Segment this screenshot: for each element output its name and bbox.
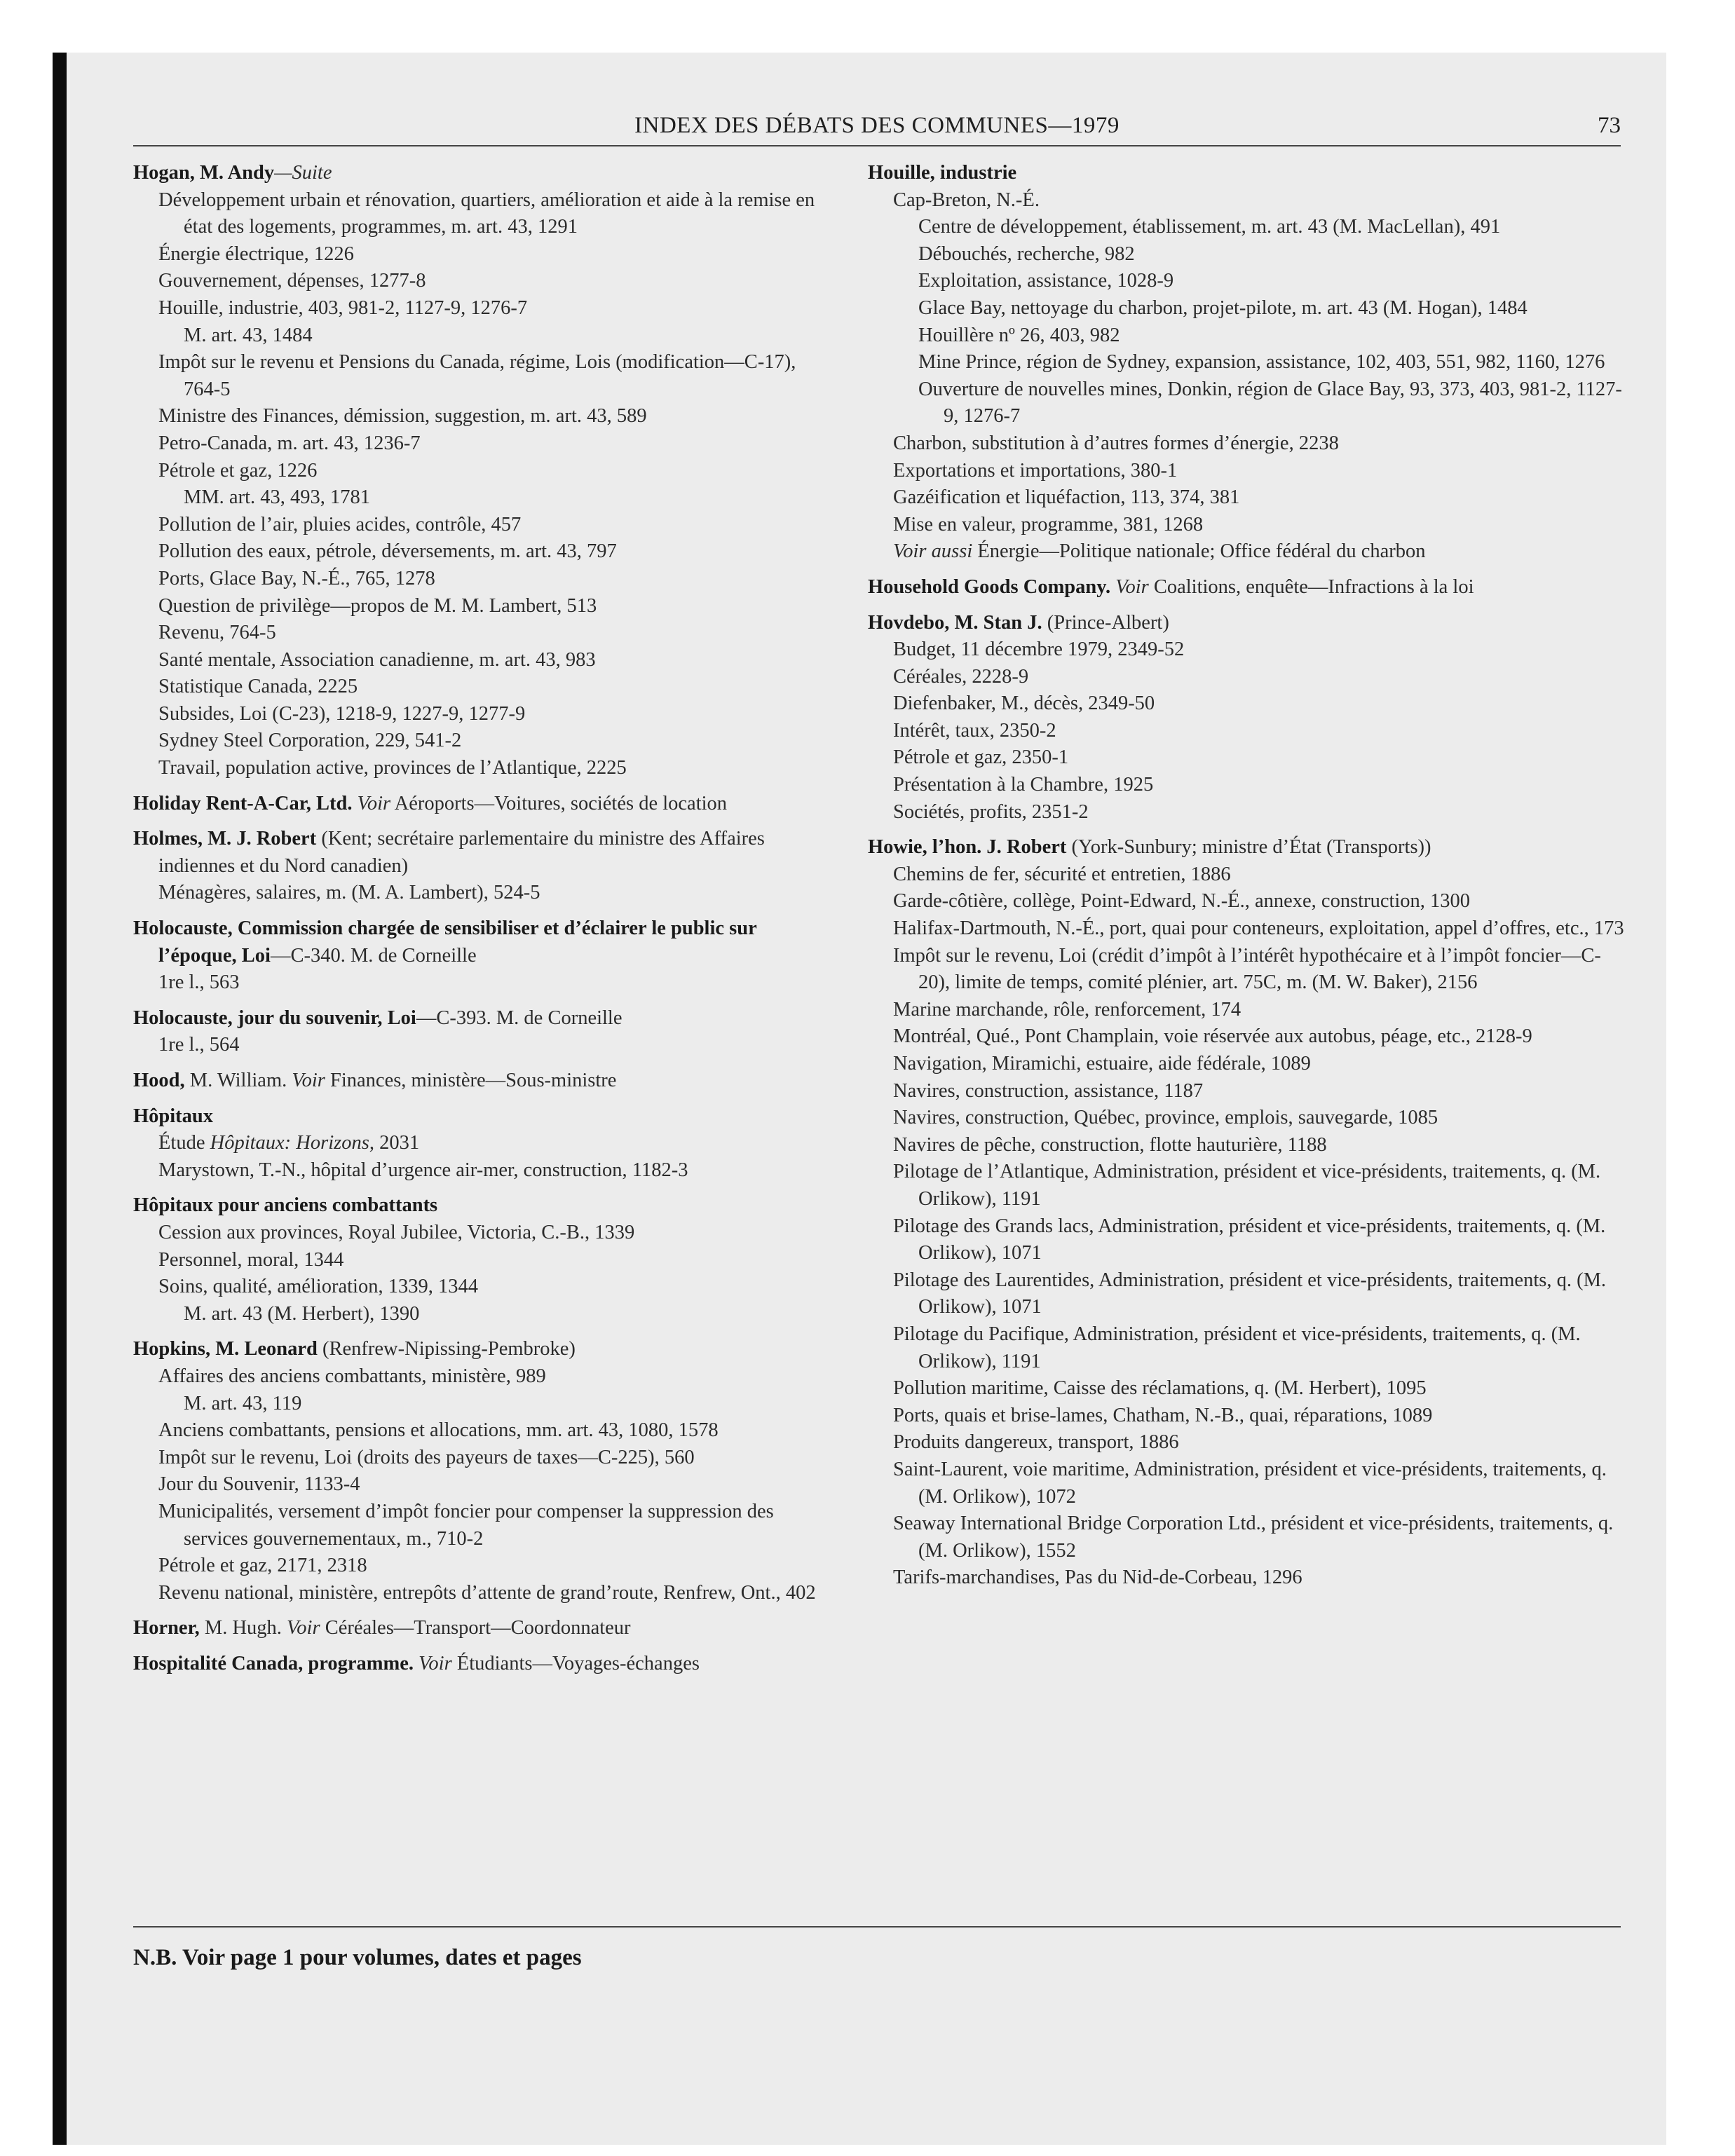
entry-text: Affaires des anciens combattants, ministère, 989 — [158, 1365, 546, 1387]
entry-subitem — [893, 744, 1625, 772]
entry-text: Énergie—Politique nationale; Office fédéral du charbon — [972, 540, 1426, 563]
entry-subitem — [158, 430, 834, 458]
entry-subitem — [158, 1499, 834, 1553]
entry-subitem — [893, 1213, 1625, 1267]
entry-text: Ministre des Finances, démission, suggestion, m. art. 43, 589 — [158, 405, 647, 428]
entry-text: Finances, ministère—Sous-ministre — [325, 1070, 617, 1091]
entry-subitem — [893, 538, 1625, 566]
entry-subitem — [893, 636, 1625, 664]
entry-text: Pilotage de l’Atlantique, Administration, président et vice-présidents, traitements, q. (M. Orlikow), 1191 — [893, 1161, 1601, 1210]
entry-subitem — [893, 997, 1625, 1024]
entry-text: Gouvernement, dépenses, 1277-8 — [158, 270, 426, 292]
page-header — [133, 109, 1621, 146]
index-entry — [133, 1615, 834, 1642]
index-entry — [133, 1651, 834, 1678]
entry-subitem — [158, 1445, 834, 1472]
entry-text: Voir — [292, 1070, 325, 1091]
entry-text: Statistique Canada, 2225 — [158, 676, 358, 698]
entry-text: Étudiants—Voyages-échanges — [451, 1652, 700, 1674]
entry-subitem — [158, 1417, 834, 1445]
entry-subitem — [158, 403, 834, 430]
entry-subitem — [158, 187, 834, 241]
entry-text: Holocauste, jour du souvenir, Loi — [133, 1007, 416, 1029]
entry-text: Howie, l’hon. J. Robert — [868, 836, 1067, 859]
entry-heading — [133, 791, 834, 818]
entry-text: Cap-Breton, N.-É. — [893, 189, 1040, 211]
footer-divider — [133, 1926, 1621, 1928]
index-entry — [868, 160, 1625, 566]
entry-subitem — [158, 1130, 834, 1157]
entry-text: Diefenbaker, M., décès, 2349-50 — [893, 692, 1155, 715]
entry-subitem — [893, 1403, 1625, 1430]
entry-text: Household Goods Company. — [868, 575, 1111, 598]
entry-subitem — [893, 1105, 1625, 1132]
entry-text: Petro-Canada, m. art. 43, 1236-7 — [158, 432, 421, 454]
entry-text: Hopkins, M. Leonard — [133, 1338, 318, 1360]
index-entry — [133, 1103, 834, 1185]
index-entry — [868, 834, 1625, 1592]
entry-text: Chemins de fer, sécurité et entretien, 1886 — [893, 863, 1231, 885]
entry-subitem — [893, 1510, 1625, 1564]
entry-text: Voir aussi — [893, 540, 973, 563]
entry-text: Pollution des eaux, pétrole, déversements, m. art. 43, 797 — [158, 540, 617, 563]
entry-text: Holmes, M. J. Robert — [133, 828, 317, 850]
entry-heading — [868, 834, 1625, 861]
entry-subitem — [893, 1267, 1625, 1321]
entry-subitem — [158, 458, 834, 485]
entry-text: Soins, qualité, amélioration, 1339, 1344 — [158, 1276, 478, 1298]
entry-text: (Prince-Albert) — [1042, 611, 1169, 634]
entry-subitem — [158, 701, 834, 728]
entry-subitem — [893, 1456, 1625, 1510]
entry-text: Hôpitaux pour anciens combattants — [133, 1194, 438, 1217]
entry-text: Aéroports—Voitures, sociétés de location — [390, 792, 728, 814]
entry-subitem — [893, 187, 1625, 214]
entry-subitem — [158, 268, 834, 295]
index-column-right — [868, 160, 1625, 1600]
entry-text: Travail, population active, provinces de l’Atlantique, 2225 — [158, 757, 627, 779]
entry-subitem — [184, 1301, 834, 1328]
entry-text: Marystown, T.-N., hôpital d’urgence air-mer, construction, 1182-3 — [158, 1159, 688, 1181]
entry-text: —C-393. M. de Corneille — [416, 1007, 622, 1029]
entry-text: Pilotage du Pacifique, Administration, président et vice-présidents, traitements, q. (M. Orlikow), 1191 — [893, 1323, 1581, 1372]
entry-text: Débouchés, recherche, 982 — [918, 243, 1135, 265]
entry-text: Présentation à la Chambre, 1925 — [893, 774, 1154, 796]
entry-text: Garde-côtière, collège, Point-Edward, N.-É., annexe, construction, 1300 — [893, 890, 1471, 913]
entry-text: Montréal, Qué., Pont Champlain, voie réservée aux autobus, péage, etc., 2128-9 — [893, 1025, 1532, 1048]
entry-text: Impôt sur le revenu et Pensions du Canada, régime, Lois (modification—C-17), 764-5 — [158, 351, 796, 400]
entry-subitem — [158, 512, 834, 539]
index-entry — [133, 160, 834, 782]
entry-heading — [133, 160, 834, 187]
entry-subitem — [158, 1274, 834, 1301]
entry-text: Sociétés, profits, 2351-2 — [893, 800, 1089, 823]
entry-text: 2031 — [374, 1132, 420, 1154]
entry-text: Saint-Laurent, voie maritime, Administration, président et vice-présidents, traitements, q. (M. Orlikow), 1072 — [893, 1458, 1607, 1508]
entry-text: Produits dangereux, transport, 1886 — [893, 1431, 1179, 1454]
entry-heading — [133, 1005, 834, 1032]
index-entry — [133, 1336, 834, 1606]
entry-subitem — [893, 484, 1625, 512]
entry-text: Hospitalité Canada, programme. — [133, 1652, 414, 1674]
entry-text: Étude — [158, 1132, 210, 1154]
entry-text: (Kent; secrétaire parlementaire du ministre des Affaires indiennes et du Nord canadien) — [158, 828, 765, 877]
entry-subitem — [158, 1553, 834, 1580]
entry-text: Houille, industrie, 403, 981-2, 1127-9, 1276-7 — [158, 296, 528, 319]
entry-text: Pilotage des Grands lacs, Administration, président et vice-présidents, traitements, q. (M. Orlikow), 1071 — [893, 1215, 1606, 1264]
entry-heading — [133, 1192, 834, 1220]
index-entry — [133, 1067, 834, 1095]
page-number: 73 — [1598, 113, 1621, 138]
entry-text: Ménagères, salaires, m. (M. A. Lambert), 524-5 — [158, 882, 540, 904]
entry-text: Budget, 11 décembre 1979, 2349-52 — [893, 639, 1185, 661]
index-column-left — [133, 160, 834, 1686]
entry-text: 1re l., 563 — [158, 971, 240, 994]
entry-text: Énergie électrique, 1226 — [158, 243, 354, 265]
index-entry — [133, 826, 834, 907]
entry-text: Pilotage des Laurentides, Administration, président et vice-présidents, traitements, q. (M. Orlikow), 1071 — [893, 1269, 1607, 1318]
entry-subitem — [893, 1159, 1625, 1213]
entry-text: M. art. 43, 119 — [184, 1392, 302, 1414]
entry-text: Navires, construction, assistance, 1187 — [893, 1079, 1204, 1102]
index-entry — [133, 1005, 834, 1059]
entry-text: Voir — [357, 792, 391, 814]
entry-subitem — [158, 1220, 834, 1247]
entry-text: Exploitation, assistance, 1028-9 — [918, 270, 1174, 292]
entry-text: Céréales, 2228-9 — [893, 665, 1029, 688]
entry-subitem — [158, 593, 834, 620]
entry-subitem — [893, 1051, 1625, 1078]
entry-subitem — [158, 620, 834, 647]
entry-subitem — [158, 538, 834, 566]
entry-subitem — [158, 1157, 834, 1185]
entry-text: Hood, — [133, 1070, 185, 1091]
entry-text: Horner, — [133, 1617, 200, 1639]
entry-text: Charbon, substitution à d’autres formes d’énergie, 2238 — [893, 432, 1339, 454]
entry-text: Mise en valeur, programme, 381, 1268 — [893, 513, 1204, 535]
entry-text: Jour du Souvenir, 1133-4 — [158, 1473, 360, 1496]
index-entry — [133, 791, 834, 818]
entry-text: Navigation, Miramichi, estuaire, aide fédérale, 1089 — [893, 1053, 1311, 1074]
entry-text: Exportations et importations, 380-1 — [893, 459, 1178, 482]
entry-subitem — [158, 755, 834, 782]
entry-text: —C-340. M. de Corneille — [270, 944, 477, 967]
entry-subitem — [158, 674, 834, 701]
entry-heading — [133, 1651, 834, 1678]
entry-subitem — [184, 322, 834, 350]
entry-text — [352, 793, 357, 814]
entry-text: Revenu national, ministère, entrepôts d’attente de grand’route, Renfrew, Ont., 402 — [158, 1581, 816, 1604]
entry-text: Santé mentale, Association canadienne, m. art. 43, 983 — [158, 648, 596, 671]
entry-subitem — [893, 430, 1625, 458]
entry-text: Seaway International Bridge Corporation Ltd., président et vice-présidents, traitements, q. (M. Orlikow), 1552 — [893, 1513, 1614, 1562]
entry-text: Gazéification et liquéfaction, 113, 374, 381 — [893, 486, 1240, 509]
entry-text: Navires de pêche, construction, flotte hauturière, 1188 — [893, 1133, 1327, 1156]
entry-text: Intérêt, taux, 2350-2 — [893, 719, 1056, 742]
entry-subitem — [893, 1023, 1625, 1051]
entry-text: Municipalités, versement d’impôt foncier pour compenser la suppression des services gouvernementaux, m., 710-2 — [158, 1500, 774, 1550]
entry-text: Impôt sur le revenu, Loi (crédit d’impôt à l’intérêt hypothécaire et à l’impôt foncier—C-20), limite de temps, comité plénier, art. 75C, m. (M. W. Baker), 2156 — [893, 944, 1601, 994]
entry-subitem — [184, 484, 834, 512]
entry-subitem — [893, 1429, 1625, 1456]
entry-text: Voir — [1115, 575, 1149, 598]
entry-text: M. Hugh. — [199, 1617, 287, 1639]
entry-text: Hovdebo, M. Stan J. — [868, 611, 1042, 634]
entry-subitem — [158, 295, 834, 322]
entry-text: M. art. 43 (M. Herbert), 1390 — [184, 1302, 420, 1325]
entry-text: Navires, construction, Québec, province, emplois, sauvegarde, 1085 — [893, 1107, 1438, 1129]
entry-text: Personnel, moral, 1344 — [158, 1248, 344, 1271]
entry-subitem — [158, 1580, 834, 1607]
entry-text: 1re l., 564 — [158, 1034, 240, 1056]
entry-subitem — [918, 295, 1625, 322]
entry-text: Impôt sur le revenu, Loi (droits des payeurs de taxes—C-225), 560 — [158, 1446, 695, 1468]
entry-text: Glace Bay, nettoyage du charbon, projet-pilote, m. art. 43 (M. Hogan), 1484 — [918, 296, 1528, 319]
entry-subitem — [893, 1321, 1625, 1375]
entry-subitem — [158, 969, 834, 997]
entry-subitem — [893, 1564, 1625, 1592]
entry-subitem — [893, 861, 1625, 889]
entry-subitem — [918, 241, 1625, 268]
entry-text: Céréales—Transport—Coordonnateur — [320, 1617, 631, 1639]
entry-text: Holiday Rent-A-Car, Ltd. — [133, 792, 353, 814]
entry-heading — [133, 1615, 834, 1642]
entry-text: (Renfrew-Nipissing-Pembroke) — [317, 1338, 576, 1360]
entry-subitem — [184, 1391, 834, 1418]
entry-subitem — [158, 880, 834, 907]
entry-heading — [868, 574, 1625, 601]
entry-text: Halifax-Dartmouth, N.-É., port, quai pour conteneurs, exploitation, appel d’offres, etc., 173 — [893, 917, 1624, 940]
entry-text: Subsides, Loi (C-23), 1218-9, 1227-9, 1277-9 — [158, 702, 526, 725]
entry-text: Pétrole et gaz, 2350-1 — [893, 746, 1069, 769]
entry-heading — [868, 160, 1625, 187]
entry-text: Holocauste, Commission chargée de sensibiliser et d’éclairer le public sur l’époque, Loi — [133, 917, 757, 967]
entry-heading — [133, 1067, 834, 1095]
entry-subitem — [893, 888, 1625, 915]
entry-subitem — [893, 512, 1625, 539]
entry-subitem — [893, 943, 1625, 997]
entry-text: Hogan, M. Andy — [133, 162, 275, 184]
entry-text: Anciens combattants, pensions et allocations, mm. art. 43, 1080, 1578 — [158, 1419, 719, 1442]
entry-subitem — [918, 214, 1625, 241]
entry-subitem — [158, 1471, 834, 1499]
entry-subitem — [158, 1363, 834, 1391]
entry-subitem — [158, 241, 834, 268]
entry-subitem — [918, 376, 1625, 430]
entry-heading — [133, 915, 834, 969]
entry-text: Voir — [287, 1617, 320, 1639]
entry-text: Hôpitaux: Horizons, — [210, 1132, 374, 1154]
entry-text: Mine Prince, région de Sydney, expansion, assistance, 102, 403, 551, 982, 1160, 1276 — [918, 351, 1605, 374]
entry-text: Coalitions, enquête—Infractions à la loi — [1148, 575, 1474, 598]
entry-heading — [133, 1103, 834, 1131]
index-entry — [868, 574, 1625, 601]
entry-subitem — [893, 690, 1625, 718]
entry-subitem — [158, 1032, 834, 1059]
entry-heading — [133, 1336, 834, 1363]
index-entry — [133, 1192, 834, 1328]
entry-text: Pétrole et gaz, 1226 — [158, 459, 318, 482]
entry-text: Revenu, 764-5 — [158, 622, 276, 644]
entry-subitem — [918, 349, 1625, 376]
entry-heading — [868, 610, 1625, 637]
entry-text: Hôpitaux — [133, 1105, 214, 1127]
entry-subitem — [893, 458, 1625, 485]
entry-subitem — [158, 647, 834, 674]
entry-text: Développement urbain et rénovation, quartiers, amélioration et aide à la remise en état des logements, programmes, m. art. 43, 1291 — [158, 189, 815, 238]
entry-subitem — [158, 1247, 834, 1274]
entry-text: Tarifs-marchandises, Pas du Nid-de-Corbeau, 1296 — [893, 1567, 1302, 1589]
entry-heading — [133, 826, 834, 880]
scan-edge-bar — [53, 53, 67, 2145]
entry-subitem — [918, 268, 1625, 295]
entry-subitem — [918, 322, 1625, 350]
entry-text: Houillère nº 26, 403, 982 — [918, 324, 1120, 346]
entry-text: Houille, industrie — [868, 162, 1017, 184]
entry-text: Marine marchande, rôle, renforcement, 174 — [893, 998, 1241, 1021]
entry-text: Pollution de l’air, pluies acides, contrôle, 457 — [158, 513, 522, 535]
entry-subitem — [158, 349, 834, 403]
entry-subitem — [893, 664, 1625, 691]
entry-text: (York-Sunbury; ministre d’État (Transports)) — [1066, 836, 1431, 859]
page-title: INDEX DES DÉBATS DES COMMUNES—1979 — [634, 113, 1120, 138]
entry-subitem — [893, 1078, 1625, 1105]
entry-text: Centre de développement, établissement, m. art. 43 (M. MacLellan), 491 — [918, 216, 1501, 238]
entry-subitem — [893, 1132, 1625, 1159]
entry-text: Question de privilège—propos de M. M. Lambert, 513 — [158, 594, 597, 617]
footer-note: N.B. Voir page 1 pour volumes, dates et pages — [133, 1945, 582, 1970]
entry-text: MM. art. 43, 493, 1781 — [184, 486, 370, 509]
entry-subitem — [893, 799, 1625, 826]
entry-subitem — [893, 1375, 1625, 1403]
entry-text: Ports, Glace Bay, N.-É., 765, 1278 — [158, 567, 435, 589]
entry-text: M. art. 43, 1484 — [184, 324, 313, 346]
entry-text: Ouverture de nouvelles mines, Donkin, région de Glace Bay, 93, 373, 403, 981-2, 1127-9, 1276-7 — [918, 378, 1622, 428]
entry-subitem — [893, 772, 1625, 799]
entry-text: —Suite — [274, 162, 332, 184]
entry-text: M. William. — [184, 1070, 292, 1091]
index-entry — [133, 915, 834, 997]
entry-text: Pétrole et gaz, 2171, 2318 — [158, 1555, 367, 1577]
entry-text: Sydney Steel Corporation, 229, 541-2 — [158, 730, 462, 752]
entry-subitem — [893, 915, 1625, 943]
entry-subitem — [158, 566, 834, 593]
entry-text: Voir — [419, 1652, 452, 1674]
entry-subitem — [893, 718, 1625, 745]
entry-text: Ports, quais et brise-lames, Chatham, N.-B., quai, réparations, 1089 — [893, 1404, 1433, 1426]
entry-subitem — [158, 728, 834, 755]
entry-text: Cession aux provinces, Royal Jubilee, Victoria, C.-B., 1339 — [158, 1221, 635, 1243]
index-entry — [868, 610, 1625, 826]
entry-text: Pollution maritime, Caisse des réclamations, q. (M. Herbert), 1095 — [893, 1377, 1427, 1400]
